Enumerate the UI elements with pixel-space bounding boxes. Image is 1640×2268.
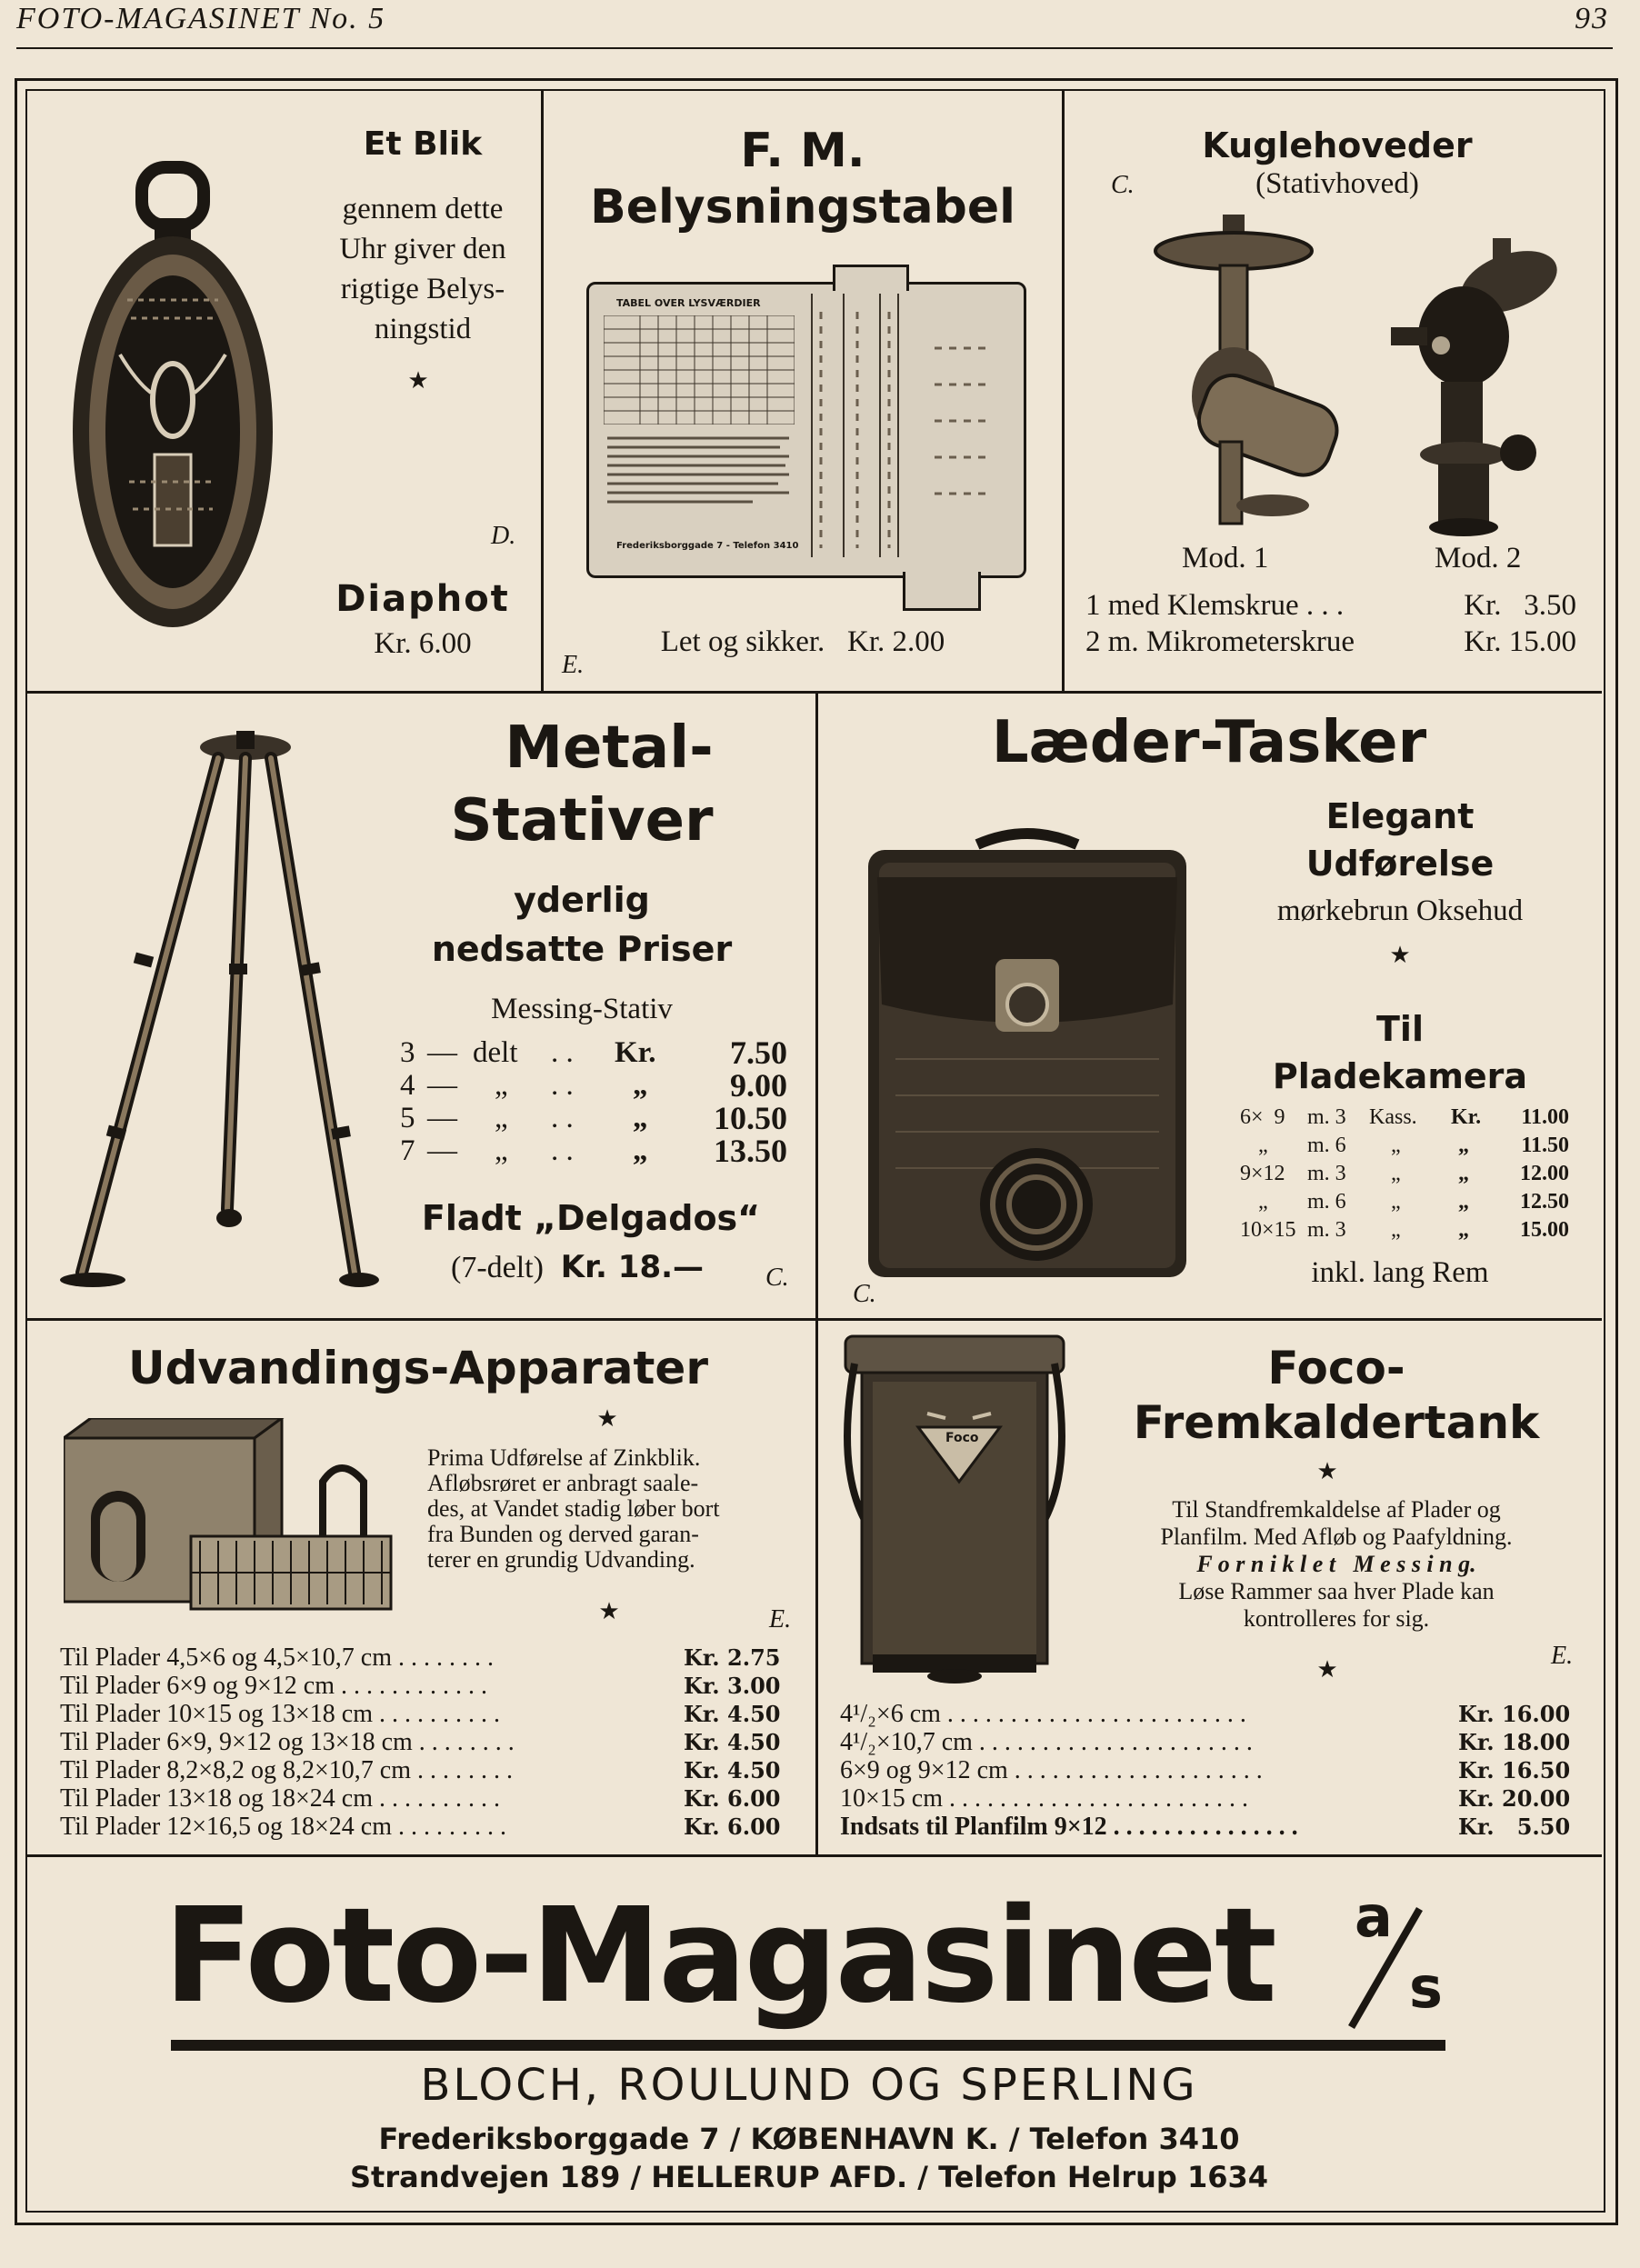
kugle-model1-illustration <box>1136 215 1345 533</box>
taske-price-row <box>1240 1160 1576 1188</box>
running-header-left: FOTO-MAGASINET No. 5 <box>16 2 386 35</box>
foco-price-row <box>840 1756 1576 1784</box>
taske-price-row <box>1240 1188 1576 1216</box>
stativ-row-n: 7 <box>400 1134 415 1167</box>
taske-row-m: m. 6 <box>1307 1190 1346 1214</box>
stativ-row-dots: . . <box>551 1101 574 1134</box>
stativ-row-dots: . . <box>551 1068 574 1102</box>
diaphot-heading: Et Blik <box>363 125 483 163</box>
stativ-row-price: 9.00 <box>730 1067 787 1104</box>
stativ-row-desc: „ <box>495 1068 508 1102</box>
taske-row-size: „ <box>1258 1134 1268 1157</box>
stativ-row-n: 4 <box>400 1068 415 1102</box>
taske-price-row <box>1240 1216 1576 1244</box>
kugle-price-row-2 <box>1085 625 1576 659</box>
taske-price-table <box>1240 1104 1576 1244</box>
udvanding-row-price: Kr. 6.00 <box>684 1785 781 1812</box>
taske-row-kass: „ <box>1391 1134 1401 1157</box>
foco-price-row <box>840 1700 1576 1728</box>
divider-col-c <box>815 691 818 1854</box>
udvanding-desc-line: Afløbsrøret er anbragt saale- <box>427 1470 699 1496</box>
taske-row-price: 11.00 <box>1521 1105 1569 1129</box>
stativ-price-row <box>400 1102 800 1134</box>
stativ-row-dash: — <box>427 1068 457 1102</box>
foco-row-label: 4¹/₂×10,7 cm . . . . . . . . . . . . . . . . . . . . . . <box>840 1728 1253 1756</box>
foco-tank-label: Foco <box>945 1431 979 1445</box>
taske-row-kr: „ <box>1458 1218 1469 1242</box>
stativ-row-dash: — <box>427 1035 457 1069</box>
header-rule <box>16 47 1613 49</box>
udvanding-row-price: Kr. 2.75 <box>684 1644 781 1671</box>
taske-star: ★ <box>1389 942 1411 969</box>
stativ-sub-1: yderlig <box>514 880 650 920</box>
foco-row-label: 10×15 cm . . . . . . . . . . . . . . . . . . . . . . . . <box>840 1784 1248 1813</box>
leather-case-illustration <box>859 823 1195 1286</box>
brand-suffix-a: a <box>1355 1883 1393 1950</box>
foco-price-row <box>840 1728 1576 1756</box>
stativ-price-row <box>400 1069 800 1102</box>
diaphot-body <box>309 189 536 349</box>
taske-sub-2: Udførelse <box>1305 844 1495 884</box>
stativ-price-row <box>400 1036 800 1069</box>
foco-price-table <box>840 1700 1576 1841</box>
tabel-card-illustration <box>586 282 1026 578</box>
foco-material: F o r n i k l e t M e s s i n g. <box>1196 1551 1476 1577</box>
foco-row-price: Kr. 5.50 <box>1458 1813 1571 1840</box>
tabel-title-2: Belysningstabel <box>590 180 1015 235</box>
udvanding-price-table <box>60 1644 800 1841</box>
kugle-signature: C. <box>1111 171 1135 199</box>
udvanding-row-price: Kr. 3.00 <box>684 1673 781 1699</box>
foco-star-top: ★ <box>1316 1458 1338 1485</box>
kugle-title: Kuglehoveder <box>1202 125 1473 165</box>
foco-desc <box>1091 1496 1582 1633</box>
taske-row-kass: „ <box>1391 1190 1401 1214</box>
udvanding-row-price: Kr. 4.50 <box>684 1701 781 1727</box>
tabel-card-text-lines <box>607 434 789 525</box>
taske-signature: C. <box>853 1280 876 1308</box>
udvanding-price-row <box>60 1784 800 1813</box>
stativ-row-desc: „ <box>495 1134 508 1167</box>
kugle-mod1-label: Mod. 1 <box>1182 542 1269 574</box>
foco-row-price: Kr. 20.00 <box>1458 1785 1571 1812</box>
taske-row-kr: „ <box>1458 1134 1469 1157</box>
brand-address-1: Frederiksborggade 7 / KØBENHAVN K. / Telefon 3410 <box>378 2122 1240 2156</box>
taske-row-size: 9×12 <box>1240 1162 1285 1185</box>
foco-price-row <box>840 1784 1576 1813</box>
taske-til: Til <box>1376 1009 1424 1049</box>
foco-desc-line: kontrolleres for sig. <box>1243 1605 1430 1632</box>
tabel-title-1: F. M. <box>740 124 865 178</box>
stativ-signature: C. <box>765 1264 789 1292</box>
tabel-caption: Let og sikker. Kr. 2.00 <box>660 625 945 658</box>
kugle-price-row-1 <box>1085 589 1576 623</box>
diaphot-signature: D. <box>491 522 516 550</box>
udvanding-star-top: ★ <box>596 1405 618 1433</box>
stativ-row-kr: „ <box>633 1134 648 1167</box>
udvanding-price-row <box>60 1813 800 1841</box>
tripod-illustration <box>55 727 400 1300</box>
tabel-card-right-columns <box>807 294 1007 557</box>
taske-row-m: m. 3 <box>1307 1218 1346 1242</box>
stativ-row-desc: delt <box>473 1035 518 1069</box>
tabel-card-title: TABEL OVER LYSVÆRDIER <box>616 297 761 309</box>
stativ-row-price: 10.50 <box>714 1100 787 1136</box>
brand-rule <box>171 2040 1445 2051</box>
taske-title: Læder-Tasker <box>991 709 1427 776</box>
udvanding-row-price: Kr. 6.00 <box>684 1813 781 1840</box>
foco-desc-line: Til Standfremkaldelse af Plader og <box>1172 1496 1501 1523</box>
udvanding-row-label: Til Plader 10×15 og 13×18 cm . . . . . . . . . . <box>60 1700 500 1728</box>
diaphot-body-line: gennem dette <box>342 193 504 225</box>
kugle-row2-label: 2 m. Mikrometerskrue <box>1085 625 1355 658</box>
taske-kamera: Pladekamera <box>1272 1056 1528 1096</box>
taske-row-kass: „ <box>1391 1162 1401 1185</box>
diaphot-name: Diaphot <box>335 578 510 620</box>
stativ-row-dots: . . <box>551 1134 574 1167</box>
taske-row-m: m. 3 <box>1307 1105 1346 1129</box>
diaphot-price: Kr. 6.00 <box>374 627 472 660</box>
taske-row-m: m. 6 <box>1307 1134 1346 1157</box>
foco-row-label: 6×9 og 9×12 cm . . . . . . . . . . . . . . . . . . . . <box>840 1756 1263 1784</box>
brand-name: Foto-Magasinet <box>164 1879 1275 2032</box>
diaphot-star: ★ <box>407 367 429 395</box>
foco-title-2: Fremkaldertank <box>1133 1396 1540 1449</box>
udvanding-row-label: Til Plader 4,5×6 og 4,5×10,7 cm . . . . . . . . <box>60 1644 494 1672</box>
stativ-title-2: Stativer <box>450 787 714 854</box>
udvanding-price-row <box>60 1756 800 1784</box>
foco-desc-line: Planfilm. Med Afløb og Paafyldning. <box>1160 1524 1513 1550</box>
taske-row-size: „ <box>1258 1190 1268 1214</box>
stativ-special-line <box>451 1249 704 1285</box>
foco-row-price: Kr. 18.00 <box>1458 1729 1571 1755</box>
stativ-row-price: 7.50 <box>730 1034 787 1071</box>
page-number: 93 <box>1575 2 1609 35</box>
stativ-special-price: Kr. 18.— <box>560 1249 705 1285</box>
kugle-row2-price: Kr. 15.00 <box>1464 625 1576 658</box>
stativ-price-table <box>400 1036 800 1167</box>
foco-price-row <box>840 1813 1576 1841</box>
taske-row-price: 12.50 <box>1520 1190 1569 1214</box>
foco-star-bottom: ★ <box>1316 1656 1338 1684</box>
udvanding-desc-line: Prima Udførelse af Zinkblik. <box>427 1444 701 1471</box>
udvanding-row-label: Til Plader 13×18 og 18×24 cm . . . . . . . . . . <box>60 1784 500 1813</box>
stativ-price-row <box>400 1134 800 1167</box>
kugle-model2-illustration <box>1391 236 1573 536</box>
foco-desc-line: Løse Rammer saa hver Plade kan <box>1178 1578 1495 1604</box>
foco-title-1: Foco- <box>1267 1342 1405 1394</box>
stativ-row-dots: . . <box>551 1035 574 1069</box>
stativ-sub-2: nedsatte Priser <box>431 929 733 969</box>
udvanding-row-label: Til Plader 8,2×8,2 og 8,2×10,7 cm . . . . . . . . <box>60 1756 513 1784</box>
taske-row-price: 11.50 <box>1521 1134 1569 1157</box>
stativ-row-n: 5 <box>400 1101 415 1134</box>
diaphot-body-line: rigtige Belys- <box>340 273 505 305</box>
udvanding-row-price: Kr. 4.50 <box>684 1729 781 1755</box>
tabel-card-tab <box>833 265 909 291</box>
udvanding-price-row <box>60 1728 800 1756</box>
taske-row-kr: „ <box>1458 1190 1469 1214</box>
tabel-card-stub <box>903 572 981 611</box>
tabel-signature: E. <box>562 651 585 679</box>
stativ-row-desc: „ <box>495 1101 508 1134</box>
divider-row3 <box>25 1854 1602 1857</box>
taske-price-row <box>1240 1132 1576 1160</box>
taske-price-row <box>1240 1104 1576 1132</box>
stativ-special-detail: (7-delt) <box>451 1251 544 1284</box>
stativ-title-1: Metal- <box>505 714 714 782</box>
stativ-row-kr: Kr. <box>615 1035 656 1069</box>
stativ-row-price: 13.50 <box>714 1133 787 1169</box>
taske-row-price: 12.00 <box>1520 1162 1569 1185</box>
tabel-card-grid <box>604 315 795 425</box>
foco-row-label: Indsats til Planfilm 9×12 . . . . . . . . . . . . . . . <box>840 1813 1298 1841</box>
diaphot-illustration <box>64 155 300 636</box>
taske-row-size: 10×15 <box>1240 1218 1296 1242</box>
udvanding-desc-line: fra Bunden og derved garan- <box>427 1521 699 1547</box>
brand-suffix-s: s <box>1409 1954 1443 2021</box>
udvanding-price-row <box>60 1644 800 1672</box>
brand-owners: BLOCH, ROULUND OG SPERLING <box>420 2060 1198 2111</box>
taske-row-kass: „ <box>1391 1218 1401 1242</box>
udvanding-desc-line: des, at Vandet stadig løber bort <box>427 1495 720 1522</box>
udvanding-desc <box>427 1445 800 1573</box>
taske-row-kr: „ <box>1458 1162 1469 1185</box>
divider-row2 <box>25 1318 1602 1321</box>
taske-row-price: 15.00 <box>1520 1218 1569 1242</box>
foco-row-price: Kr. 16.00 <box>1458 1701 1571 1727</box>
stativ-row-kr: „ <box>633 1101 648 1134</box>
stativ-row-dash: — <box>427 1101 457 1134</box>
brand-address-2: Strandvejen 189 / HELLERUP AFD. / Telefon Helrup 1634 <box>349 2160 1269 2194</box>
washing-apparatus-illustration <box>64 1418 400 1618</box>
stativ-row-n: 3 <box>400 1035 415 1069</box>
taske-sub-1: Elegant <box>1325 796 1475 836</box>
taske-footer: inkl. lang Rem <box>1311 1256 1489 1289</box>
diaphot-body-line: ningstid <box>374 313 472 345</box>
foco-tank-illustration <box>836 1327 1073 1691</box>
foco-row-label: 4¹/₂×6 cm . . . . . . . . . . . . . . . . . . . . . . . . <box>840 1700 1246 1728</box>
udvanding-title: Udvandings-Apparater <box>127 1342 709 1394</box>
foco-signature: E. <box>1551 1642 1574 1670</box>
foco-row-price: Kr. 16.50 <box>1458 1757 1571 1783</box>
taske-row-size: 6× 9 <box>1240 1105 1285 1129</box>
taske-row-kr: Kr. <box>1451 1105 1482 1129</box>
taske-desc: mørkebrun Oksehud <box>1276 894 1524 927</box>
udvanding-price-row <box>60 1700 800 1728</box>
kugle-row1-price: Kr. 3.50 <box>1464 589 1576 622</box>
stativ-special: Fladt „Delgados“ <box>421 1198 761 1238</box>
udvanding-price-row <box>60 1672 800 1700</box>
stativ-type: Messing-Stativ <box>491 993 673 1025</box>
tabel-card-footer: Frederiksborggade 7 - Telefon 3410 <box>616 541 799 551</box>
taske-row-m: m. 3 <box>1307 1162 1346 1185</box>
kugle-subtitle: (Stativhoved) <box>1255 167 1419 200</box>
kugle-mod2-label: Mod. 2 <box>1435 542 1522 574</box>
udvanding-desc-line: terer en grundig Udvanding. <box>427 1546 695 1573</box>
udvanding-signature: E. <box>769 1605 792 1634</box>
kugle-row1-label: 1 med Klemskrue . . . <box>1085 589 1345 622</box>
divider-row1 <box>25 691 1602 694</box>
udvanding-row-label: Til Plader 6×9 og 9×12 cm . . . . . . . . . . . . <box>60 1672 487 1700</box>
stativ-row-dash: — <box>427 1134 457 1167</box>
udvanding-star-mid: ★ <box>598 1598 620 1625</box>
diaphot-body-line: Uhr giver den <box>339 233 506 265</box>
udvanding-row-label: Til Plader 6×9, 9×12 og 13×18 cm . . . . . . . . <box>60 1728 515 1756</box>
udvanding-row-price: Kr. 4.50 <box>684 1757 781 1783</box>
stativ-row-kr: „ <box>633 1068 648 1102</box>
udvanding-row-label: Til Plader 12×16,5 og 18×24 cm . . . . . . . . . <box>60 1813 506 1841</box>
taske-row-kass: Kass. <box>1369 1105 1417 1129</box>
